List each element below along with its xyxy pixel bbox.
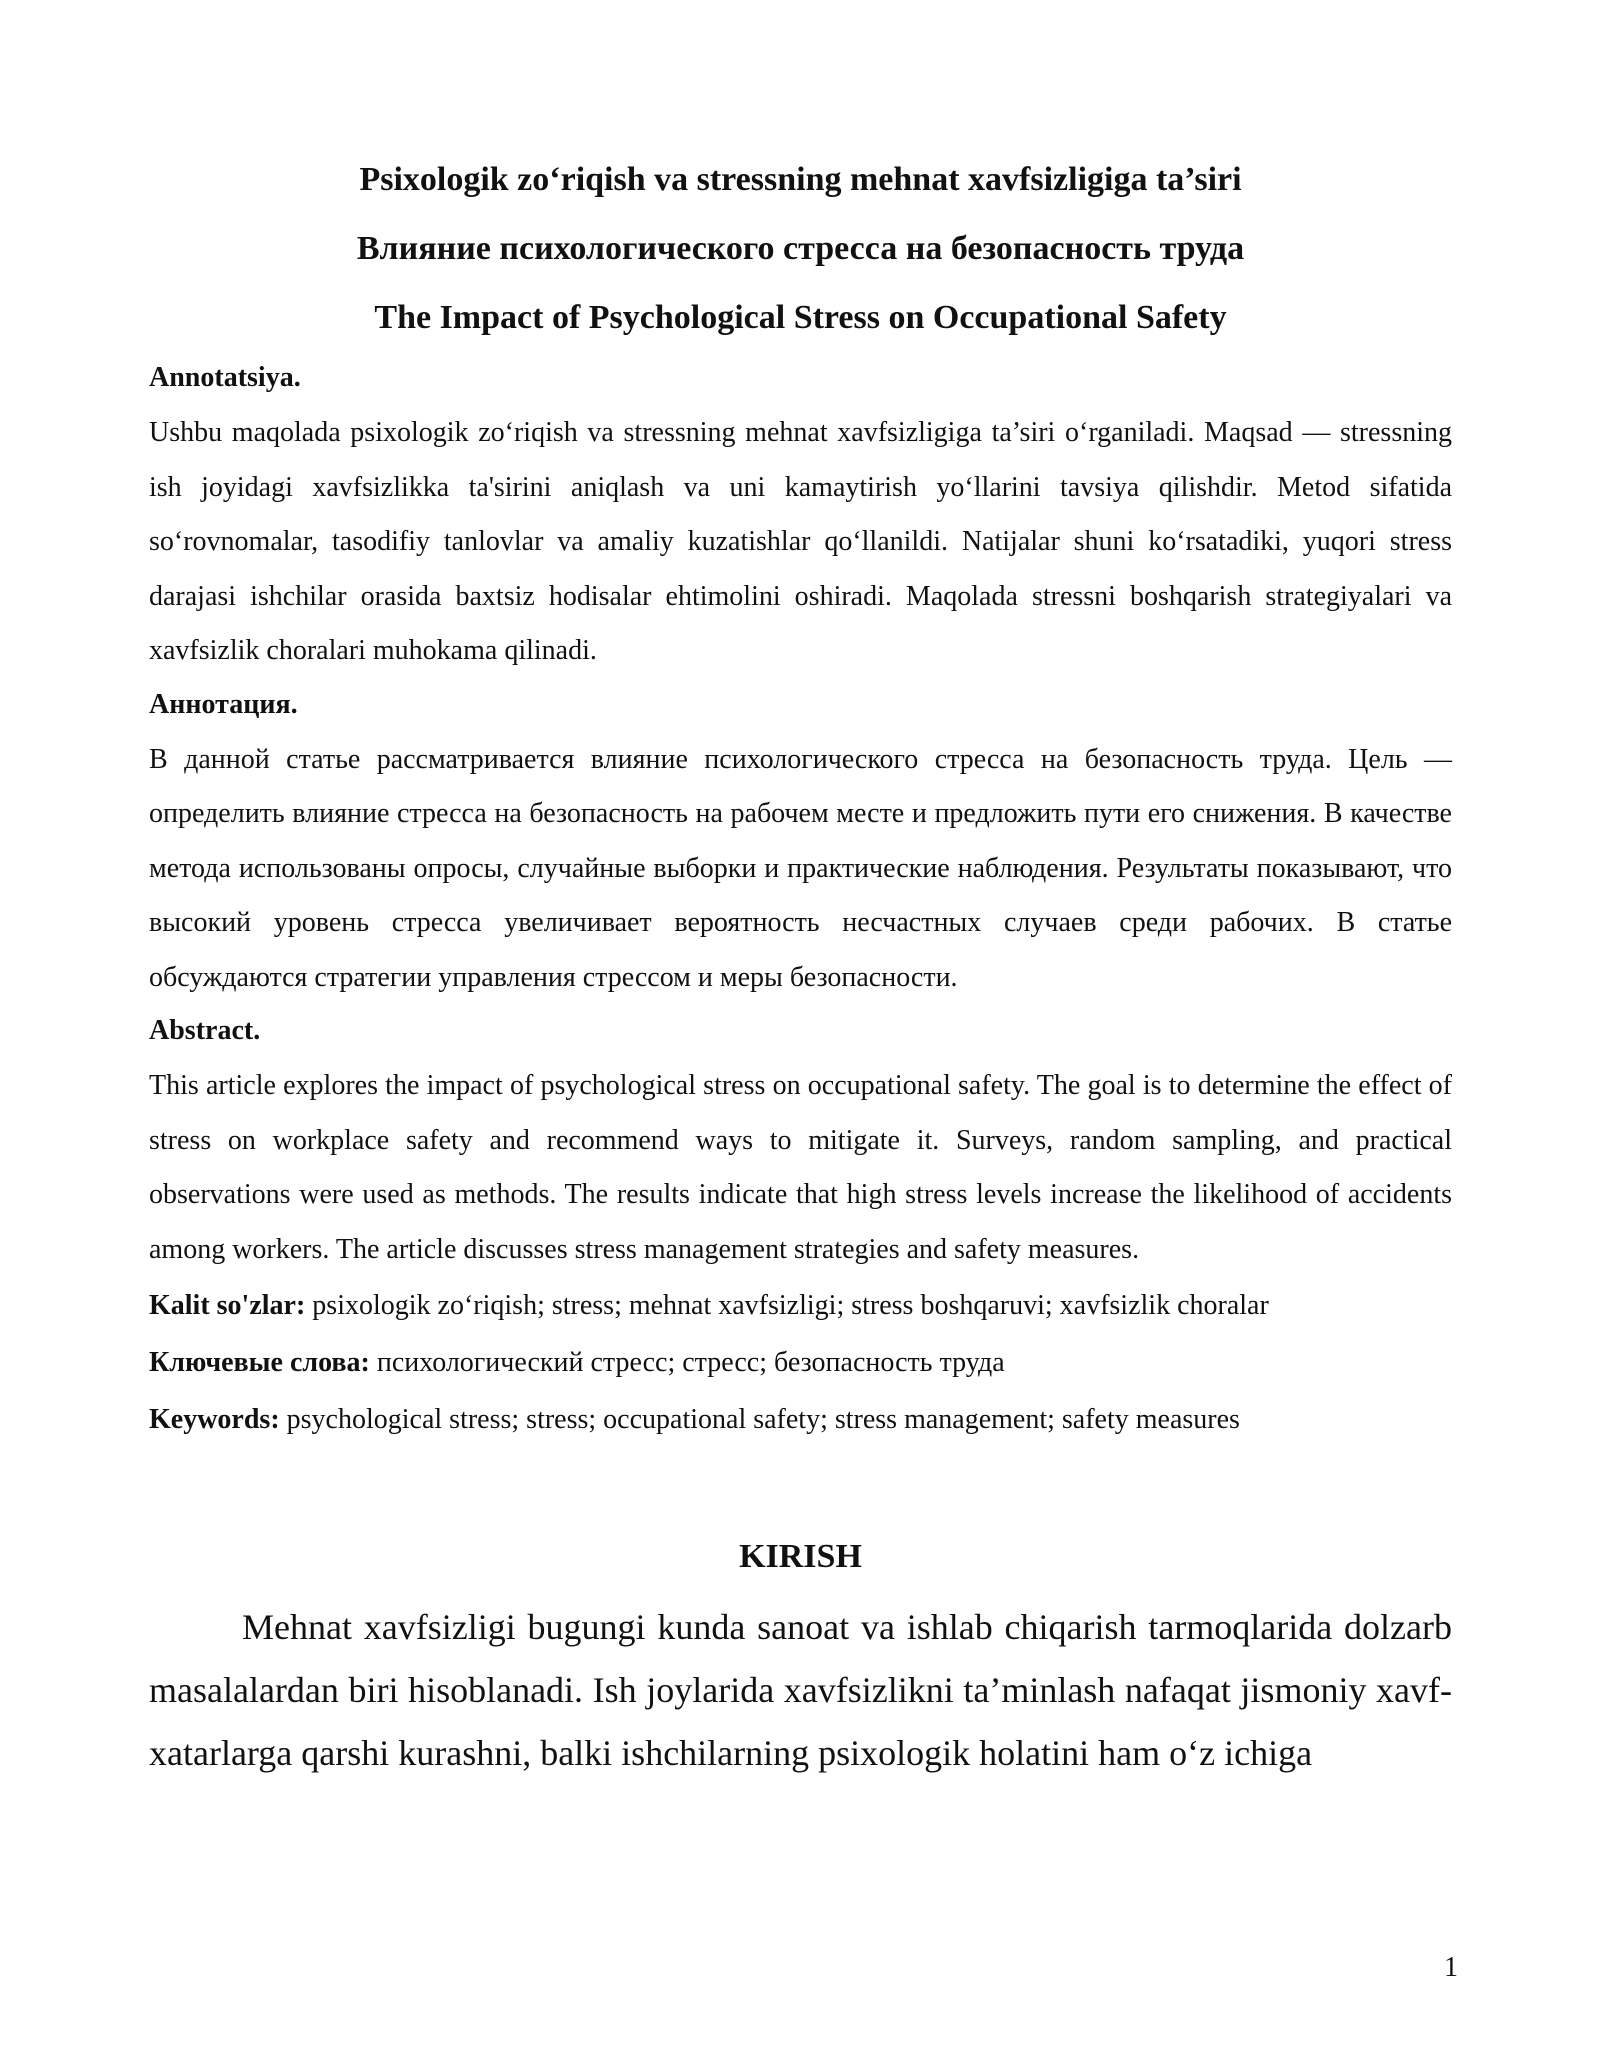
document-content [149, 145, 1452, 1785]
title-ru: Влияние психологического стресса на безопасность труда [356, 230, 1245, 267]
keywords-uz-text: psixologik zo‘riqish; stress; mehnat xavfsizligi; stress boshqaruvi; xavfsizlik choralar [305, 1290, 1269, 1321]
annotation-uz-text: Ushbu maqolada psixologik zo‘riqish va stressning mehnat xavfsizligiga ta’siri o‘rganiladi. Maqsad — stressning ish joyidagi xavfsizlikka ta'sirini aniqlash va uni kamaytirish yo‘llarini tavsiya qilishdir. Metod sifatida so‘rovnomalar, tasodifiy tanlovlar va amaliy kuzatishlar qo‘llanildi. Natijalar shuni ko‘rsatadiki, yuqori stress darajasi ishchilar orasida baxtsiz hodisalar ehtimolini oshiradi. Maqolada stressni boshqarish strategiyalari va xavfsizlik choralari muhokama qilinadi. [149, 417, 1452, 666]
intro-paragraph: Mehnat xavfsizligi bugungi kunda sanoat va ishlab chiqarish tarmoqlarida dolzarb masalalardan biri hisoblanadi. Ish joylarida xavfsizlikni ta’minlash nafaqat jismoniy xavf-xatarlarga qarshi kurashni, balki ishchilarning psixologik holatini ham o‘z ichiga [149, 1607, 1452, 1773]
keywords-ru-text: психологический стресс; стресс; безопасность труда [369, 1347, 1005, 1378]
annotation-ru-heading: Аннотация. [149, 688, 298, 720]
page-number: 1 [1444, 1952, 1458, 1983]
keywords-ru-label: Ключевые слова: [149, 1347, 370, 1378]
annotation-ru-text: В данной статье рассматривается влияние психологического стресса на безопасность труда. Цель — определить влияние стресса на безопасность на рабочем месте и предложить пути его снижения. В качестве метода использованы опросы, случайные выборки и практические наблюдения. Результаты показывают, что высокий уровень стресса увеличивает вероятность несчастных случаев среди рабочих. В статье обсуждаются стратегии управления стрессом и меры безопасности. [149, 743, 1452, 993]
title-uz: Psixologik zo‘riqish va stressning mehnat xavfsizligiga ta’siri [359, 161, 1242, 198]
keywords-en-label: Keywords: [149, 1404, 280, 1435]
keywords-en [149, 1391, 1452, 1448]
intro-heading: KIRISH [739, 1538, 862, 1575]
title-en: The Impact of Psychological Stress on Occupational Safety [374, 299, 1227, 336]
abstract-en-text: This article explores the impact of psychological stress on occupational safety. The goal is to determine the effect of stress on workplace safety and recommend ways to mitigate it. Surveys, random sampling, and practical observations were used as methods. The results indicate that high stress levels increase the likelihood of accidents among workers. The article discusses stress management strategies and safety measures. [149, 1070, 1452, 1265]
keywords-ru [149, 1334, 1452, 1391]
abstract-en-heading: Abstract. [149, 1015, 261, 1046]
keywords-uz [149, 1277, 1452, 1334]
keywords-uz-label: Kalit so'zlar: [149, 1290, 306, 1321]
annotation-uz-heading: Annotatsiya. [149, 362, 301, 393]
keywords-en-text: psychological stress; stress; occupational safety; stress management; safety measures [279, 1404, 1240, 1435]
